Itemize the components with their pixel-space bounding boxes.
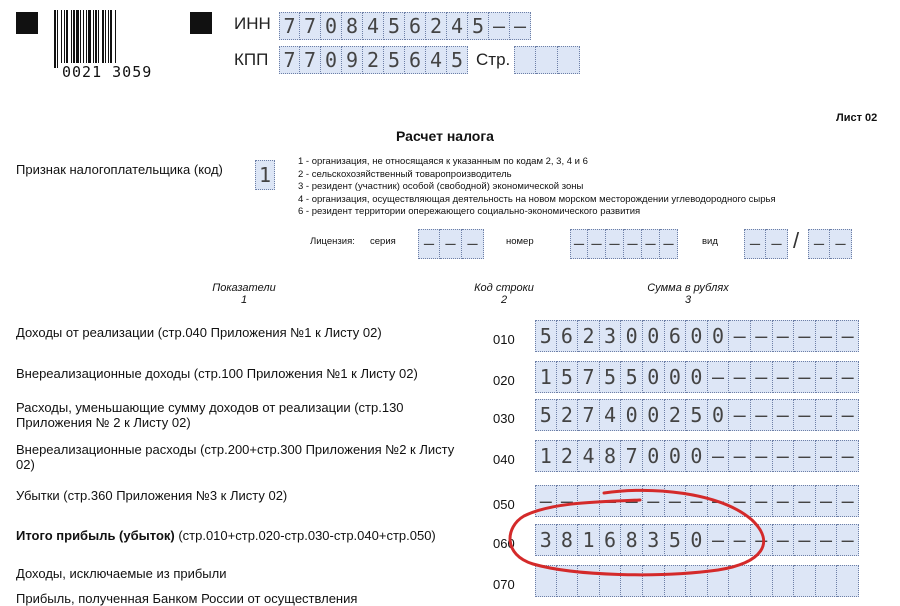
row-amount-cell — [643, 565, 665, 597]
row-amount-cell: – — [837, 440, 859, 472]
row-code: 050 — [493, 497, 515, 512]
row-amount-cell: – — [794, 399, 816, 431]
row-amount-cell: – — [816, 399, 838, 431]
row-amount-cell: – — [837, 399, 859, 431]
row-amount-cell: – — [751, 485, 773, 517]
inn-field — [279, 12, 531, 40]
taxpayer-option: 1 - организация, не относящаяся к указанным по кодам 2, 3, 4 и 6 — [298, 156, 588, 167]
row-amount-cell: – — [729, 524, 751, 556]
row-amount-cell: – — [773, 524, 795, 556]
license-number-cell: – — [642, 229, 660, 259]
row-amount-cell: 7 — [578, 399, 600, 431]
kpp-cell: 7 — [300, 46, 321, 74]
row-amount-cell: 6 — [665, 320, 687, 352]
inn-cell: 6 — [405, 12, 426, 40]
row-amount-cell: 2 — [557, 399, 579, 431]
license-number-cell: – — [660, 229, 678, 259]
taxpayer-option: 2 - сельскохозяйственный товаропроизводитель — [298, 168, 512, 180]
row-amount-cell: – — [578, 485, 600, 517]
row-amount-cell: – — [794, 320, 816, 352]
row-amount-cell — [578, 565, 600, 597]
license-series-cell: – — [418, 229, 440, 259]
license-kind-separator: / — [793, 228, 800, 253]
taxpayer-code-field — [255, 160, 275, 190]
row-amount-cell — [535, 565, 557, 597]
row-amount-cell: 4 — [578, 440, 600, 472]
inn-cell: 7 — [279, 12, 300, 40]
kpp-cell: 9 — [342, 46, 363, 74]
row-amount-cell: 3 — [535, 524, 557, 556]
row-label — [16, 528, 456, 543]
row-label-text: Убытки (стр.360 Приложения №3 к Листу 02) — [16, 488, 288, 503]
row-amount-cell: – — [816, 320, 838, 352]
row-amount-cell: – — [643, 485, 665, 517]
row-label-text: Расходы, уменьшающие сумму доходов от реализации (стр.130 Приложения № 2 к Листу 02) — [16, 400, 404, 430]
row-amount-cell: 0 — [621, 320, 643, 352]
row-amount-cell: – — [816, 524, 838, 556]
row-amount-cell: 0 — [665, 361, 687, 393]
license-number-cell: – — [624, 229, 642, 259]
row-amount-cell: 0 — [686, 440, 708, 472]
row-amount-cell: – — [773, 320, 795, 352]
row-label-text: Внереализационные доходы (стр.100 Приложения №1 к Листу 02) — [16, 366, 418, 381]
row-amount-cell: – — [773, 440, 795, 472]
license-number-label: номер — [506, 236, 534, 247]
row-amount-cell — [729, 565, 751, 597]
license-series-cell: – — [440, 229, 462, 259]
row-amount-cell: 5 — [557, 361, 579, 393]
row-label-text: Прибыль, полученная Банком России от осуществления — [16, 591, 358, 606]
kpp-field — [279, 46, 468, 74]
row-amount-cell: 8 — [621, 524, 643, 556]
row-amount-cell: – — [557, 485, 579, 517]
row-amount-cell: 0 — [643, 320, 665, 352]
row-label — [16, 566, 456, 581]
row-amount-cell: – — [535, 485, 557, 517]
row-amount-cell: – — [773, 485, 795, 517]
row-amount-cell: – — [751, 320, 773, 352]
inn-cell: 4 — [363, 12, 384, 40]
row-code: 020 — [493, 373, 515, 388]
license-series-field — [418, 229, 484, 259]
row-amount-cell: 6 — [557, 320, 579, 352]
row-label-text: (стр.010+стр.020-стр.030-стр.040+стр.050) — [174, 528, 436, 543]
row-amount-cell: 3 — [600, 320, 622, 352]
kpp-cell: 5 — [447, 46, 468, 74]
page-label: Стр. — [476, 50, 511, 69]
page-number-field — [514, 46, 580, 74]
row-amount-cell: 2 — [665, 399, 687, 431]
kpp-cell: 7 — [279, 46, 300, 74]
row-amount-cell: – — [816, 440, 838, 472]
license-series-cell: – — [462, 229, 484, 259]
barcode-bar — [116, 10, 117, 68]
row-amount-cell — [708, 565, 730, 597]
row-label — [16, 325, 456, 340]
row-amount-cell: – — [794, 361, 816, 393]
row-amount-cell: 0 — [665, 440, 687, 472]
row-amount-field — [535, 361, 859, 393]
license-label: Лицензия: — [310, 236, 355, 247]
row-amount-cell: – — [708, 485, 730, 517]
row-amount-cell: – — [837, 485, 859, 517]
inn-cell: 5 — [468, 12, 489, 40]
row-amount-cell: – — [708, 524, 730, 556]
barcode-number: 0021 3059 — [62, 63, 153, 81]
row-amount-cell: 1 — [535, 440, 557, 472]
row-amount-cell: 0 — [643, 361, 665, 393]
row-amount-cell: 5 — [600, 361, 622, 393]
row-amount-cell — [816, 565, 838, 597]
row-amount-cell: – — [751, 440, 773, 472]
row-amount-cell: – — [773, 361, 795, 393]
column-header-line-code — [454, 282, 554, 306]
row-amount-cell: 5 — [686, 399, 708, 431]
inn-cell: 7 — [300, 12, 321, 40]
inn-label: ИНН — [234, 14, 271, 33]
license-number-cell: – — [606, 229, 624, 259]
row-amount-cell: – — [600, 485, 622, 517]
row-amount-cell: 0 — [621, 399, 643, 431]
taxpayer-options — [298, 156, 776, 219]
row-amount-cell: – — [751, 361, 773, 393]
row-code: 040 — [493, 452, 515, 467]
row-label-text: Доходы от реализации (стр.040 Приложения №1 к Листу 02) — [16, 325, 382, 340]
inn-cell: 8 — [342, 12, 363, 40]
license-kind-right-cell: – — [808, 229, 830, 259]
row-amount-cell — [794, 565, 816, 597]
row-amount-cell — [751, 565, 773, 597]
row-amount-cell: – — [751, 399, 773, 431]
kpp-cell: 2 — [363, 46, 384, 74]
kpp-cell: 0 — [321, 46, 342, 74]
row-amount-cell: – — [729, 485, 751, 517]
taxpayer-option: 4 - организация, осуществляющая деятельность на новом морском месторождении углеводородного сырья — [298, 193, 776, 205]
row-amount-cell: 0 — [686, 524, 708, 556]
corner-mark-right — [190, 12, 212, 34]
row-amount-cell: 8 — [557, 524, 579, 556]
row-label-text: Внереализационные расходы (стр.200+стр.300 Приложения №2 к Листу 02) — [16, 442, 455, 472]
row-amount-cell: 7 — [621, 440, 643, 472]
row-amount-cell — [686, 565, 708, 597]
kpp-label: КПП — [234, 50, 269, 69]
row-amount-cell: – — [621, 485, 643, 517]
column-header-line-code-num: 2 — [500, 294, 508, 306]
row-code: 060 — [493, 536, 515, 551]
license-series-label: серия — [370, 236, 396, 247]
row-amount-cell: 2 — [557, 440, 579, 472]
row-label — [16, 400, 456, 430]
license-kind-left-cell: – — [766, 229, 788, 259]
row-amount-cell: 5 — [665, 524, 687, 556]
row-code: 010 — [493, 332, 515, 347]
kpp-cell: 4 — [426, 46, 447, 74]
kpp-cell: 5 — [384, 46, 405, 74]
taxpayer-option: 3 - резидент (участник) особой (свободной) экономической зоны — [298, 181, 584, 192]
inn-cell: 0 — [321, 12, 342, 40]
row-amount-cell: 1 — [578, 524, 600, 556]
row-amount-cell: – — [708, 440, 730, 472]
barcode — [54, 10, 117, 68]
row-amount-cell: – — [816, 485, 838, 517]
taxpayer-code-cell: 1 — [255, 160, 275, 190]
row-amount-cell: – — [773, 399, 795, 431]
column-header-line-code-text: Код строки — [474, 282, 534, 294]
column-header-indicators-num: 1 — [240, 294, 248, 306]
row-amount-cell: 1 — [535, 361, 557, 393]
row-amount-cell: 0 — [686, 361, 708, 393]
row-code: 030 — [493, 411, 515, 426]
row-label-bold: Итого прибыль (убыток) — [16, 528, 175, 543]
row-amount-cell — [773, 565, 795, 597]
row-amount-cell: 8 — [600, 440, 622, 472]
inn-cell: – — [489, 12, 510, 40]
row-amount-field — [535, 320, 859, 352]
row-amount-cell: 0 — [708, 320, 730, 352]
row-amount-cell: – — [686, 485, 708, 517]
row-amount-cell: – — [837, 524, 859, 556]
row-amount-cell — [665, 565, 687, 597]
row-amount-field — [535, 565, 859, 597]
column-header-indicators — [184, 282, 304, 306]
inn-cell: – — [510, 12, 531, 40]
row-amount-cell: 5 — [535, 399, 557, 431]
column-header-amount-num: 3 — [684, 294, 692, 306]
row-amount-field — [535, 485, 859, 517]
column-header-amount-text: Сумма в рублях — [647, 282, 729, 294]
inn-cell: 2 — [426, 12, 447, 40]
row-amount-cell: 5 — [535, 320, 557, 352]
license-kind-label: вид — [702, 236, 718, 247]
row-amount-field — [535, 440, 859, 472]
page-title: Расчет налога — [396, 128, 494, 144]
row-amount-cell — [600, 565, 622, 597]
row-amount-cell: – — [794, 524, 816, 556]
row-amount-cell: 5 — [621, 361, 643, 393]
license-number-field — [570, 229, 678, 259]
license-kind-left-field — [744, 229, 788, 259]
row-amount-cell: – — [665, 485, 687, 517]
row-amount-cell: – — [751, 524, 773, 556]
row-code: 070 — [493, 577, 515, 592]
row-label — [16, 488, 456, 503]
row-amount-cell: – — [794, 485, 816, 517]
row-amount-cell: – — [729, 320, 751, 352]
row-amount-cell: 4 — [600, 399, 622, 431]
row-amount-cell: 0 — [708, 399, 730, 431]
license-kind-left-cell: – — [744, 229, 766, 259]
inn-cell: 5 — [384, 12, 405, 40]
page-number-cell — [536, 46, 558, 74]
row-amount-cell — [621, 565, 643, 597]
row-amount-field — [535, 399, 859, 431]
row-amount-cell: 0 — [686, 320, 708, 352]
inn-cell: 4 — [447, 12, 468, 40]
row-amount-cell: – — [794, 440, 816, 472]
row-amount-cell: – — [729, 361, 751, 393]
row-amount-cell — [837, 565, 859, 597]
row-amount-cell — [557, 565, 579, 597]
page-number-cell — [558, 46, 580, 74]
row-amount-cell: 3 — [643, 524, 665, 556]
row-amount-cell: – — [729, 440, 751, 472]
taxpayer-option: 6 - резидент территории опережающего социально-экономического развития — [298, 206, 641, 217]
page-number-cell — [514, 46, 536, 74]
row-amount-cell: 0 — [643, 399, 665, 431]
row-label-text: Доходы, исключаемые из прибыли — [16, 566, 227, 581]
license-kind-right-cell: – — [830, 229, 852, 259]
license-number-cell: – — [588, 229, 606, 259]
row-amount-cell: – — [837, 320, 859, 352]
row-amount-cell: – — [816, 361, 838, 393]
sheet-label: Лист 02 — [836, 112, 878, 124]
license-kind-right-field — [808, 229, 852, 259]
row-amount-field — [535, 524, 859, 556]
row-label — [16, 591, 536, 606]
row-label — [16, 442, 456, 472]
row-amount-cell: 7 — [578, 361, 600, 393]
row-amount-cell: – — [837, 361, 859, 393]
row-amount-cell: – — [729, 399, 751, 431]
column-header-indicators-text: Показатели — [212, 282, 276, 294]
kpp-cell: 6 — [405, 46, 426, 74]
row-amount-cell: – — [708, 361, 730, 393]
row-amount-cell: 0 — [643, 440, 665, 472]
column-header-amount — [624, 282, 752, 306]
taxpayer-label: Признак налогоплательщика (код) — [16, 162, 223, 177]
row-amount-cell: 6 — [600, 524, 622, 556]
row-label — [16, 366, 456, 381]
row-amount-cell: 2 — [578, 320, 600, 352]
corner-mark-left — [16, 12, 38, 34]
license-number-cell: – — [570, 229, 588, 259]
